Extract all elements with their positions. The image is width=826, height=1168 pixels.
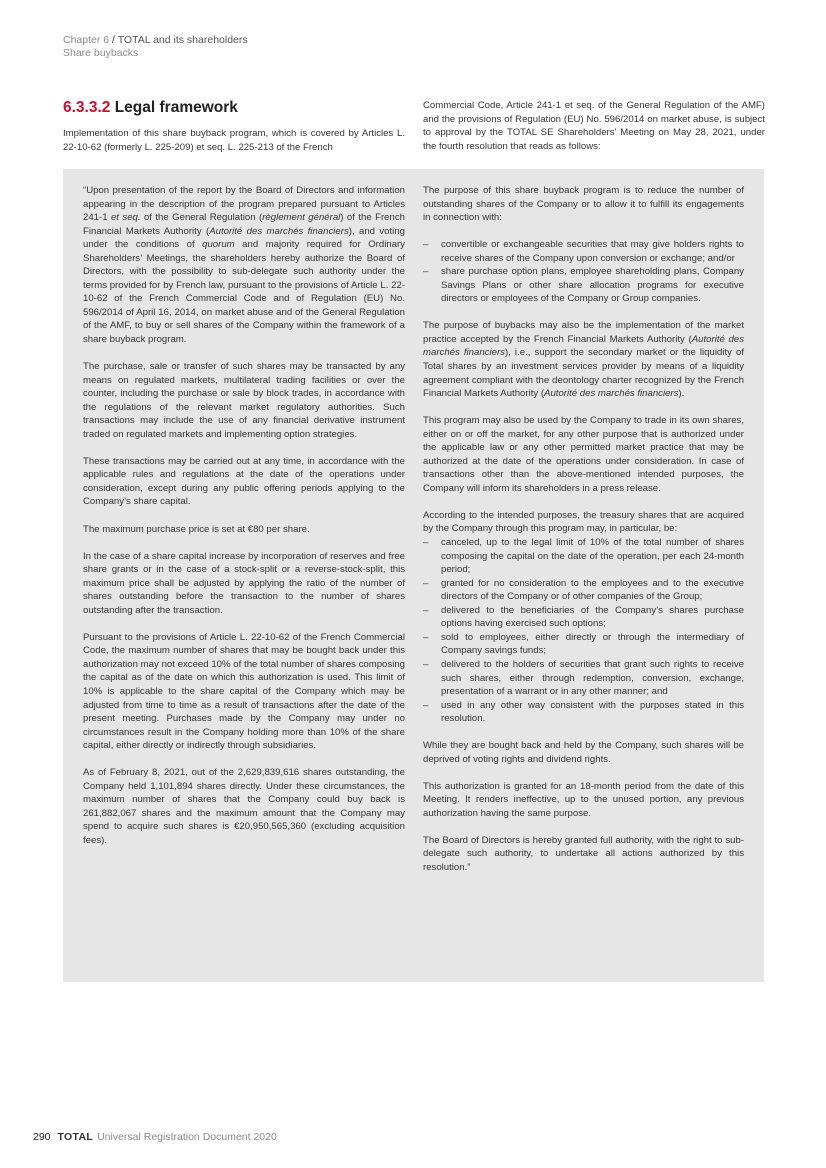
running-header	[63, 34, 248, 60]
section-heading	[63, 99, 238, 117]
list-item: – delivered to the beneficiaries of the Company’s shares purchase options having exercised such options;	[423, 604, 744, 630]
list-item: – share purchase option plans, employee shareholding plans, Company Savings Plans or other share allocation programs for executive directors or employees of the Company or Group companies.	[423, 266, 744, 305]
list-item: – sold to employees, either directly or through the intermediary of Company savings funds;	[423, 631, 744, 657]
paragraph: The purchase, sale or transfer of such shares may be transacted by any means on regulated markets, multilateral trading facilities or over the counter, including the purchase or sale by block trades, in accordance with the regulations of the relevant market regulatory authorities. Such transactions may include the use of any financial derivative instrument traded on regulated markets and implementing option strategies.	[83, 361, 405, 440]
list-item: – used in any other way consistent with the purposes stated in this resolution.	[423, 699, 744, 725]
intro-left: Implementation of this share buyback program, which is covered by Articles L. 22-10-62 (formerly L. 225-209) et seq. L. 225-213 of the French	[63, 128, 405, 153]
paragraph: As of February 8, 2021, out of the 2,629,839,616 shares outstanding, the Company held 1,101,894 shares directly. Under these circumstances, the maximum number of shares that the Company could buy back is 261,882,067 shares and the maximum amount that the Company may spend to acquire such shares is €20,950,565,360 (excluding acquisition fees).	[83, 767, 405, 846]
paragraph: These transactions may be carried out at any time, in accordance with the applicable rules and regulations at the date of the operations under consideration, except during any public offering periods applying to the Company’s share capital.	[83, 455, 405, 508]
paragraph: The Board of Directors is hereby granted full authority, with the right to sub-delegate such authority, to undertake all actions authorized by this resolution.”	[423, 834, 744, 874]
paragraph: While they are bought back and held by the Company, such shares will be deprived of voting rights and dividend rights.	[423, 740, 744, 765]
list-item: – canceled, up to the legal limit of 10% of the total number of shares composing the capital on the date of the operation, per each 24-month period;	[423, 537, 744, 576]
section-title: Legal framework	[114, 99, 238, 116]
list-item: – granted for no consideration to the employees and to the executive directors of the Company or of other companies of the Group;	[423, 577, 744, 603]
header-separator: /	[109, 34, 118, 46]
section-label: Share buybacks	[63, 47, 139, 59]
document-title: Universal Registration Document 2020	[97, 1131, 277, 1143]
chapter-title: TOTAL and its shareholders	[117, 34, 248, 46]
resolution-right-column	[423, 184, 744, 888]
paragraph: In the case of a share capital increase by incorporation of reserves and free share grants or in the case of a stock-split or a reverse-stock-split, this maximum price shall be adjusted by applying the ratio of the number of shares outstanding before the transaction to the number of shares outstanding after the transaction.	[83, 550, 405, 616]
max-price-paragraph: The maximum purchase price is set at €80 per share.	[83, 523, 310, 535]
section-number: 6.3.3.2	[63, 99, 111, 116]
page-number: 290	[33, 1131, 51, 1143]
purpose-list	[423, 238, 744, 306]
resolution-left-column	[63, 184, 405, 861]
paragraph: This program may also be used by the Company to trade in its own shares, either on or off the market, for any other purpose that is authorized under the applicable law or any other permitted market practice that may be authorized at the date of the operations under consideration. In case of transactions other than the above-mentioned intended purposes, the Company will inform its shareholders in a press release.	[423, 415, 744, 494]
paragraph: The purpose of this share buyback program is to reduce the number of outstanding shares of the Company or to allow it to fulfill its engagements in connection with:	[423, 185, 744, 224]
list-item: – convertible or exchangeable securities that may give holders rights to receive shares of the Company upon conversion or exchange; and/or	[423, 239, 744, 264]
paragraph: According to the intended purposes, the treasury shares that are acquired by the Company through this program may, in particular, be:	[423, 509, 744, 535]
paragraph: Pursuant to the provisions of Article L. 22-10-62 of the French Commercial Code, the maximum number of shares that may be bought back under this authorization may not exceed 10% of the total number of shares composing the capital as of the date on which this authorization is used. This limit of 10% is applicable to the share capital of the Company which may be adjusted from time to time as a result of transactions after the date of the present meeting. Purchases made by the Company may under no circumstances result in the Company holding more than 10% of the share capital, either directly or indirectly through subsidiaries.	[83, 631, 405, 752]
paragraph: “Upon presentation of the report by the Board of Directors and information appearing in the description of the program prepared pursuant to Articles 241-1 et seq. of the General Regulation (règlement général) of the French Financial Markets Authority (Autorité des marchés financiers), and voting under the conditions of quorum and majority required for Ordinary Shareholders’ Meetings, the shareholders hereby authorize the Board of Directors, with the possibility to sub-delegate such authority under the terms provided for by French law, pursuant to the provisions of Article L. 22-10-62 of the French Commercial Code and of Regulation (EU) No. 596/2014 of April 16, 2014, on market abuse and of the General Regulation of the AMF, to buy or sell shares of the Company within the framework of a share buyback program.	[83, 185, 405, 346]
list-item: – delivered to the holders of securities that grant such rights to receive such shares, either through redemption, conversion, exchange, presentation of a warrant or in any other manner; and	[423, 658, 744, 698]
intro-right: Commercial Code, Article 241-1 et seq. of the General Regulation of the AMF) and the provisions of Regulation (EU) No. 596/2014 on market abuse, is subject to approval by the TOTAL SE Shareholders’ Meeting on May 28, 2021, under the fourth resolution that reads as follows:	[423, 100, 765, 152]
chapter-label: Chapter 6	[63, 34, 110, 46]
page-footer	[33, 1131, 277, 1143]
paragraph: This authorization is granted for an 18-month period from the date of this Meeting. It renders ineffective, up to the unused portion, any previous authorization having the same purpose.	[423, 780, 744, 819]
paragraph: The purpose of buybacks may also be the implementation of the market practice accepted by the French Financial Markets Authority (Autorité des marchés financiers), i.e., support the secondary market or the liquidity of Total shares by an investment services provider by means of a liquidity agreement compliant with the deontology charter recognized by the French Financial Markets Authority (Autorité des marchés financiers).	[423, 320, 744, 400]
chapter-line	[63, 34, 248, 47]
treasury-shares-list	[423, 536, 744, 726]
brand-name: TOTAL	[57, 1131, 94, 1143]
